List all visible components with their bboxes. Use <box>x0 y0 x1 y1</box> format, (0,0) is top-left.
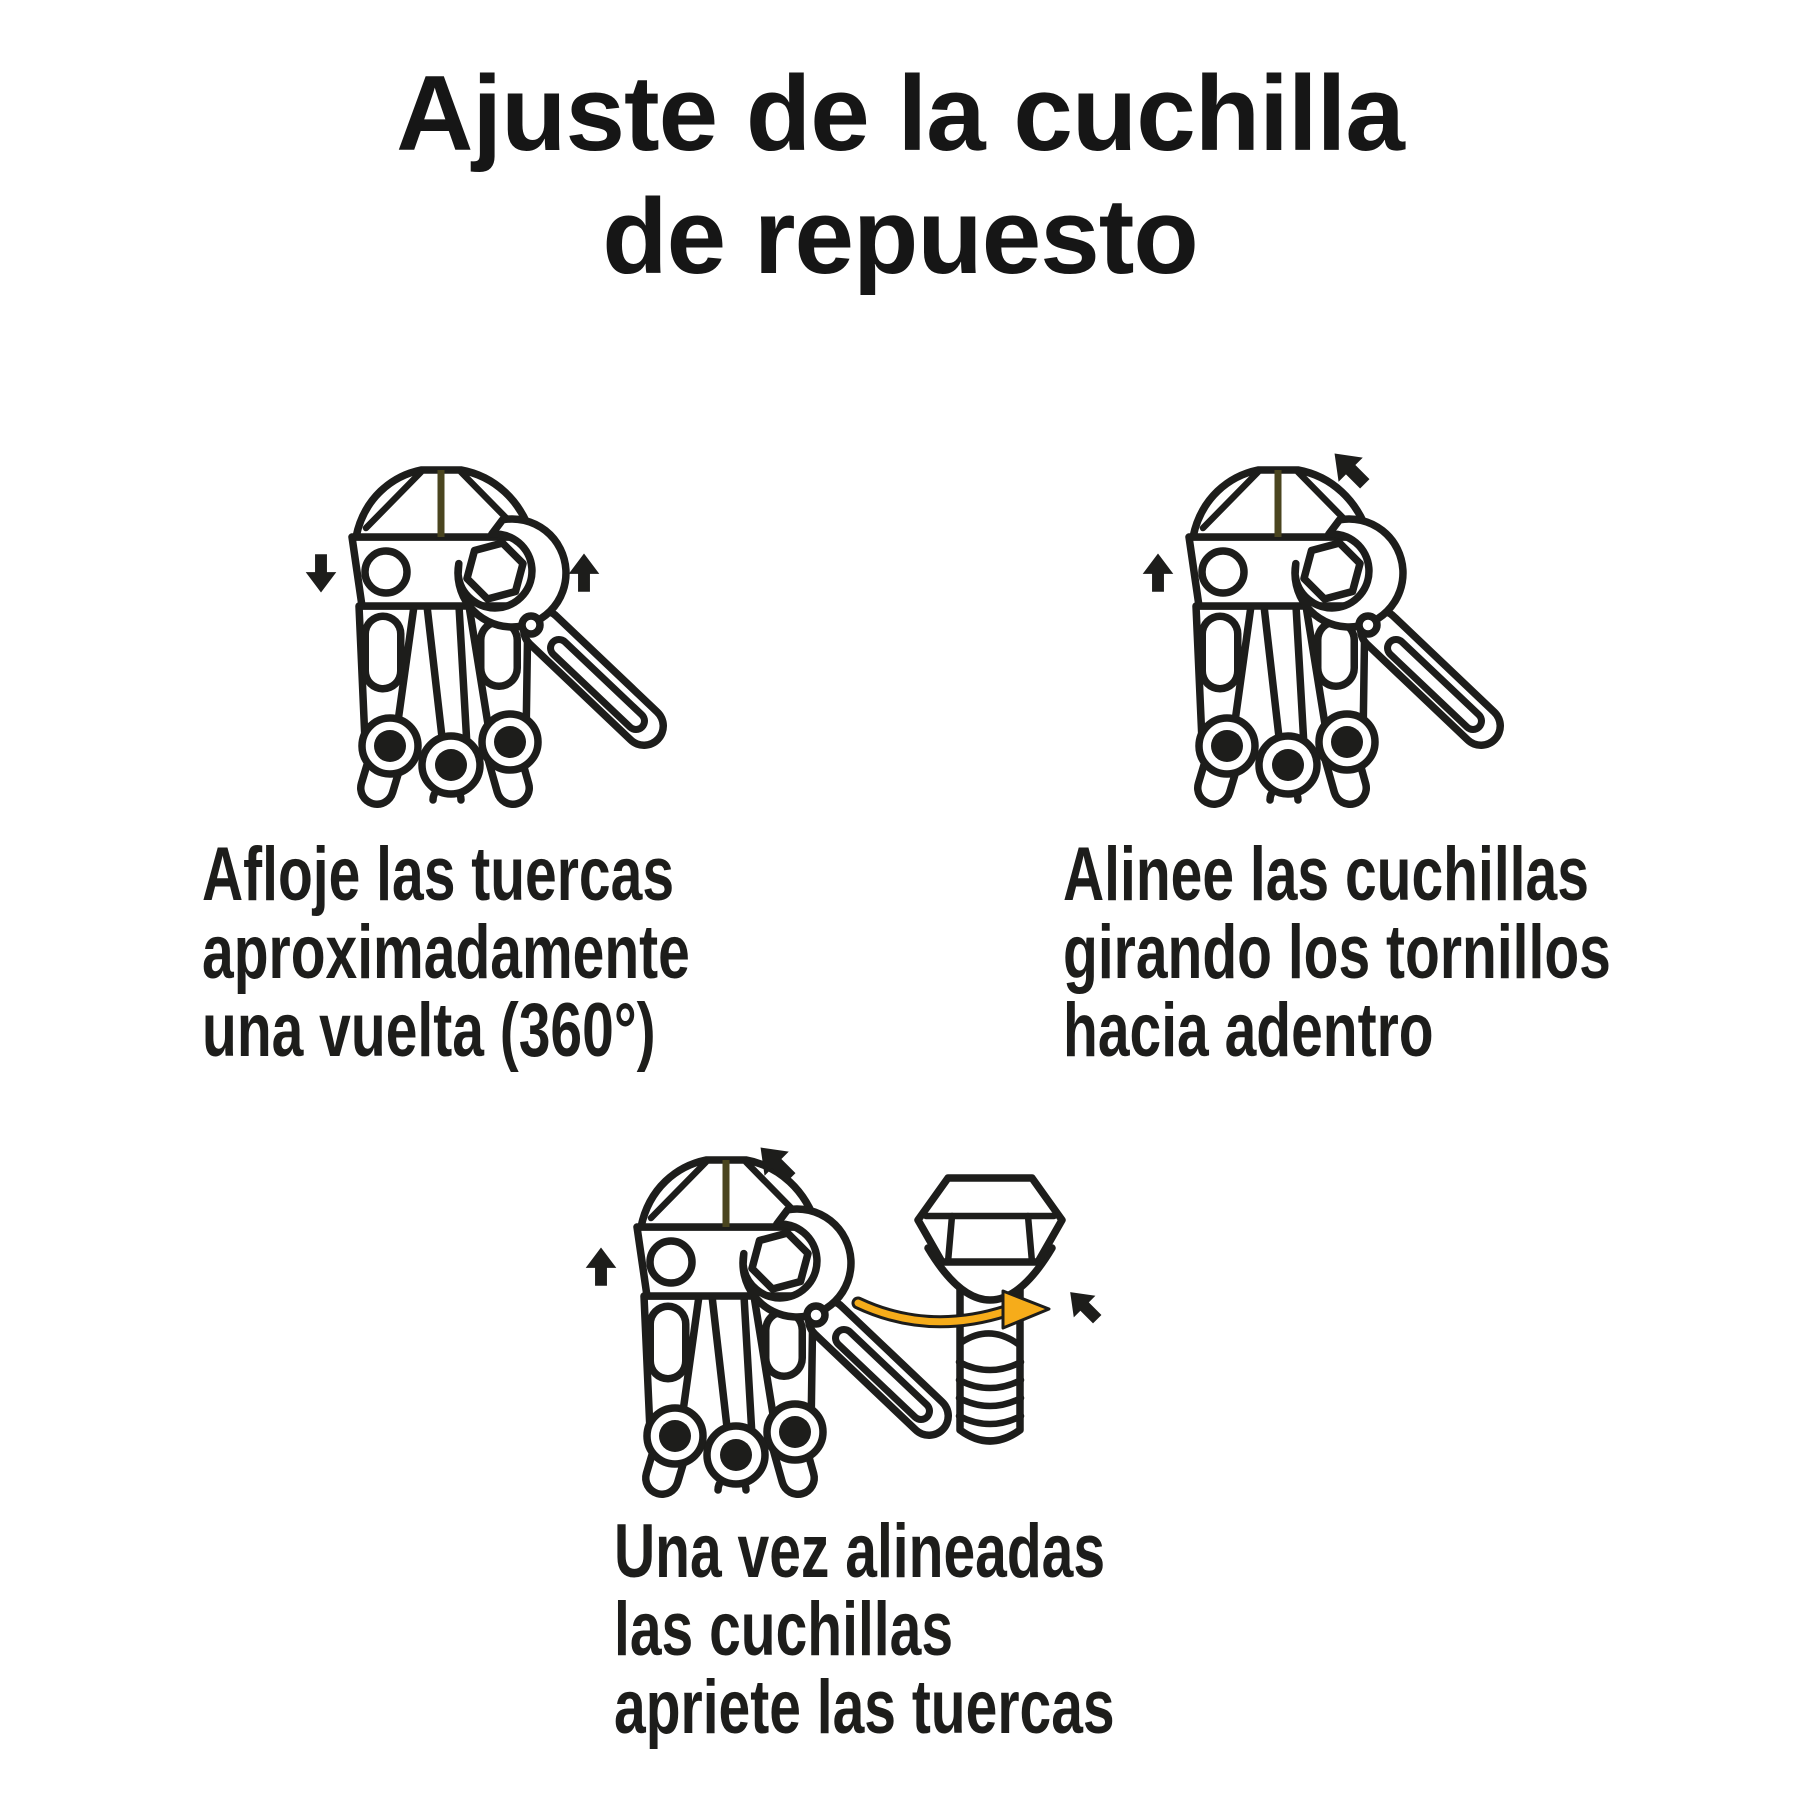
figure-tighten-nuts <box>560 1010 1120 1505</box>
page-title-line-1: Ajuste de la cuchilla <box>396 53 1404 173</box>
cursor-arrow-icon <box>1059 1281 1108 1330</box>
bolt-cutter-and-wrench-icon <box>1189 470 1481 800</box>
up-arrow-icon <box>569 553 600 591</box>
caption-line: Alinee las cuchillas <box>1063 832 1589 917</box>
caption-line: las cuchillas <box>614 1587 954 1672</box>
caption-line: apriete las tuercas <box>614 1665 1115 1750</box>
caption-tighten-nuts <box>614 1509 1115 1750</box>
bolt-cutter-and-wrench-icon <box>637 1160 929 1490</box>
figure-align-blades <box>1075 395 1585 815</box>
bolt-cutter-and-wrench-icon <box>352 470 644 800</box>
caption-line: Una vez alineadas <box>614 1509 1106 1594</box>
caption-line: aproximadamente <box>202 910 690 995</box>
orange-arrow-icon <box>858 1291 1049 1328</box>
page-title <box>0 52 1800 298</box>
page-title-line-2: de repuesto <box>602 176 1198 296</box>
figure-loosen-nuts <box>240 400 700 815</box>
caption-line: Afloje las tuercas <box>202 832 675 917</box>
up-arrow-icon <box>1143 553 1174 591</box>
caption-line: girando los tornillos <box>1063 910 1611 995</box>
caption-line: hacia adentro <box>1063 988 1434 1073</box>
caption-line: una vuelta (360°) <box>202 988 656 1073</box>
down-arrow-icon <box>306 554 337 592</box>
caption-align-blades <box>1063 832 1611 1073</box>
up-arrow-icon <box>586 1247 617 1285</box>
